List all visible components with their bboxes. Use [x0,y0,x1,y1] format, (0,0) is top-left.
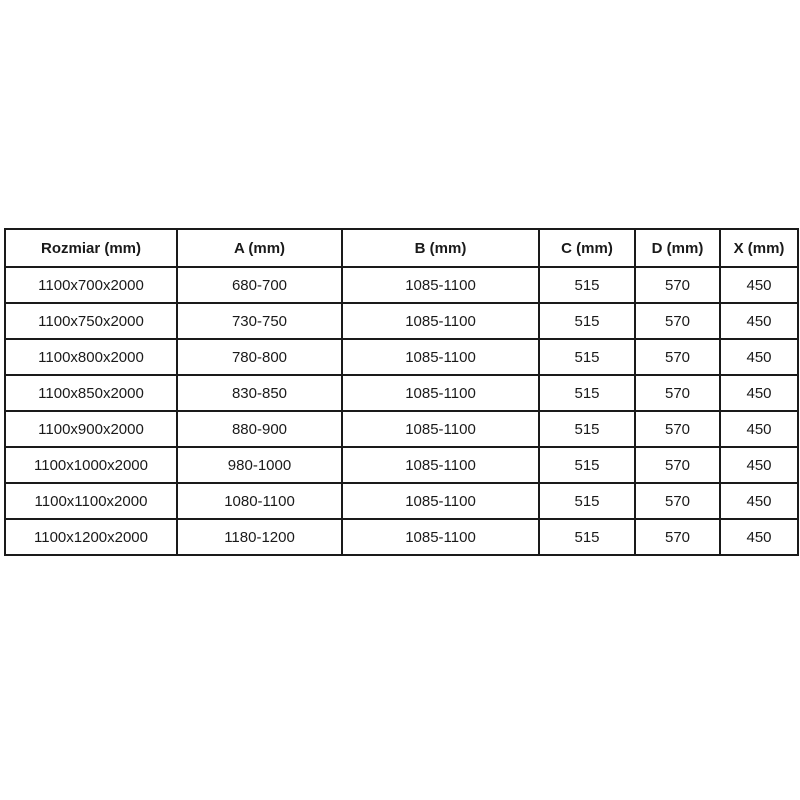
column-header-5: X (mm) [720,229,798,267]
table-row [5,483,798,519]
table-cell: 515 [539,483,635,519]
table-cell: 1100x750x2000 [5,303,177,339]
table-cell: 515 [539,519,635,555]
table-row [5,339,798,375]
size-spec-table [4,228,799,556]
table-cell: 450 [720,375,798,411]
table-cell: 515 [539,375,635,411]
table-cell: 570 [635,483,720,519]
table-cell: 1100x900x2000 [5,411,177,447]
table-body [5,267,798,555]
table-cell: 1100x700x2000 [5,267,177,303]
table-cell: 570 [635,519,720,555]
table-cell: 880-900 [177,411,342,447]
table-cell: 515 [539,447,635,483]
table-cell: 570 [635,411,720,447]
table-cell: 570 [635,447,720,483]
table-cell: 515 [539,303,635,339]
table-cell: 1100x800x2000 [5,339,177,375]
table-cell: 1100x1100x2000 [5,483,177,519]
column-header-3: C (mm) [539,229,635,267]
table-cell: 980-1000 [177,447,342,483]
table-cell: 1100x850x2000 [5,375,177,411]
table-cell: 1100x1200x2000 [5,519,177,555]
table-cell: 830-850 [177,375,342,411]
table-cell: 570 [635,267,720,303]
table-row [5,411,798,447]
table-cell: 450 [720,303,798,339]
table-cell: 1085-1100 [342,411,539,447]
table-cell: 570 [635,339,720,375]
table-cell: 1180-1200 [177,519,342,555]
table-cell: 450 [720,447,798,483]
column-header-2: B (mm) [342,229,539,267]
table-cell: 680-700 [177,267,342,303]
table-cell: 450 [720,519,798,555]
table-row [5,375,798,411]
column-header-0: Rozmiar (mm) [5,229,177,267]
table-cell: 515 [539,411,635,447]
table-head [5,229,798,267]
table-cell: 515 [539,267,635,303]
table-cell: 1085-1100 [342,483,539,519]
table-row [5,303,798,339]
table-cell: 450 [720,267,798,303]
table-cell: 515 [539,339,635,375]
table-cell: 1100x1000x2000 [5,447,177,483]
table-row [5,519,798,555]
table-cell: 1080-1100 [177,483,342,519]
table-row [5,267,798,303]
table-cell: 730-750 [177,303,342,339]
column-header-1: A (mm) [177,229,342,267]
table-row [5,447,798,483]
table-cell: 570 [635,303,720,339]
table-cell: 450 [720,411,798,447]
table-cell: 570 [635,375,720,411]
header-row [5,229,798,267]
table-cell: 1085-1100 [342,267,539,303]
table-cell: 1085-1100 [342,447,539,483]
table-cell: 450 [720,483,798,519]
table-cell: 1085-1100 [342,339,539,375]
table-cell: 1085-1100 [342,375,539,411]
table-cell: 1085-1100 [342,519,539,555]
column-header-4: D (mm) [635,229,720,267]
table-cell: 1085-1100 [342,303,539,339]
table-cell: 450 [720,339,798,375]
table-cell: 780-800 [177,339,342,375]
